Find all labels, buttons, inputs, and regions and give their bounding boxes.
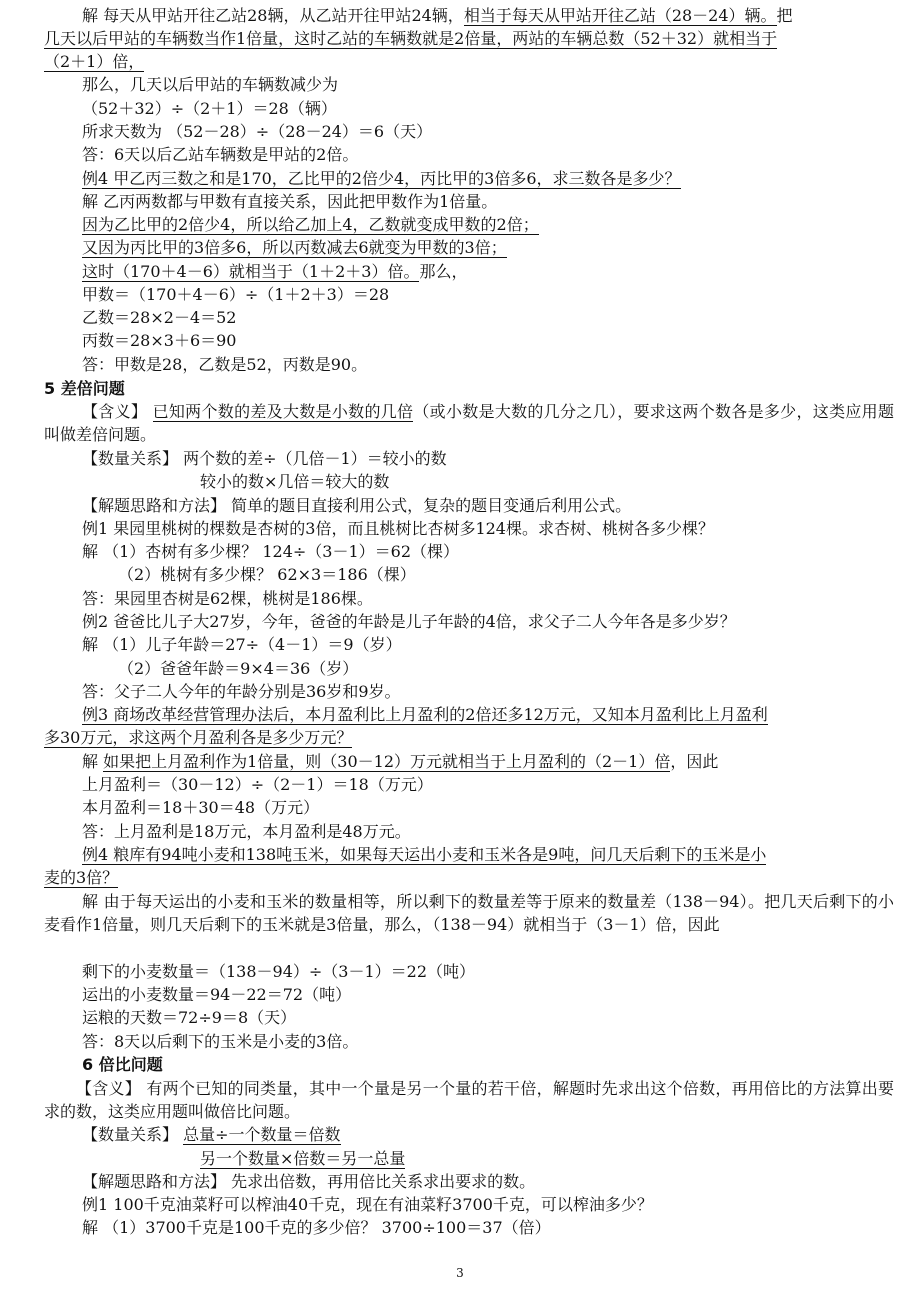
text-line: 几天以后甲站的车辆数当作1倍量，这时乙站的车辆数就是2倍量，两站的车辆总数（52＋32）就相当于 (44, 29, 778, 48)
formula-line: 丙数＝28×3＋6＝90 (82, 331, 237, 350)
example-title: 例3 商场改革经营管理办法后，本月盈利比上月盈利的2倍还多12万元，又知本月盈利比上月盈利 (82, 705, 768, 724)
text-line: 解 每天从甲站开往乙站28辆，从乙站开往甲站24辆，相当于每天从甲站开往乙站（28－24）辆。把 (82, 6, 793, 25)
paragraph: 解 由于每天运出的小麦和玉米的数量相等，所以剩下的数量差等于原来的数量差（138－94）。把几天后剩下的小麦看作1倍量，则几天后剩下的玉米就是3倍量，那么，（138－94）就相当于（3－1）倍，因此 (44, 892, 894, 934)
text-line: 解 （1）杏树有多少棵？ 124÷（3－1）＝62（棵） (82, 542, 460, 561)
text-line: 【数量关系】 总量÷一个数量＝倍数 (82, 1125, 341, 1144)
example-title: 多30万元，求这两个月盈利各是多少万元？ (44, 728, 353, 747)
section-heading: 5 差倍问题 (44, 379, 125, 398)
text-line: 另一个数量×倍数＝另一总量 (200, 1149, 406, 1168)
text-line: 解 （1）3700千克是100千克的多少倍？ 3700÷100＝37（倍） (82, 1218, 551, 1237)
paragraph: 【含义】 有两个已知的同类量，其中一个量是另一个量的若干倍，解题时先求出这个倍数，再用倍比的方法算出要求的数，这类应用题叫做倍比问题。 (44, 1079, 894, 1121)
paragraph: 【含义】 已知两个数的差及大数是小数的几倍（或小数是大数的几分之几），要求这两个数各是多少，这类应用题叫做差倍问题。 (44, 402, 894, 444)
text-line: 解 乙丙两数都与甲数有直接关系，因此把甲数作为1倍量。 (82, 192, 498, 211)
example-title: 例2 爸爸比儿子大27岁，今年，爸爸的年龄是儿子年龄的4倍，求父子二人今年各是多少岁？ (82, 612, 736, 631)
page-number: 3 (456, 1266, 464, 1280)
text-line: 【解题思路和方法】 简单的题目直接利用公式，复杂的题目变通后利用公式。 (82, 496, 632, 515)
text-line: （2＋1）倍， (44, 52, 145, 71)
formula-line: 乙数＝28×2－4＝52 (82, 308, 237, 327)
text-line: 【解题思路和方法】 先求出倍数，再用倍比关系求出要求的数。 (82, 1172, 536, 1191)
text-line: 解 （1）儿子年龄＝27÷（4－1）＝9（岁） (82, 635, 402, 654)
text-line: （2）桃树有多少棵？ 62×3＝186（棵） (118, 565, 416, 584)
text-line: 【数量关系】 两个数的差÷（几倍－1）＝较小的数 (82, 449, 447, 468)
formula-line: 甲数＝（170＋4－6）÷（1＋2＋3）＝28 (82, 285, 390, 304)
example-title: 例1 100千克油菜籽可以榨油40千克，现在有油菜籽3700千克，可以榨油多少？ (82, 1195, 653, 1214)
formula-line: 本月盈利＝18＋30＝48（万元） (82, 798, 320, 817)
answer-line: 答：果园里杏树是62棵，桃树是186棵。 (82, 589, 373, 608)
formula-line: （52＋32）÷（2＋1）＝28（辆） (82, 99, 337, 118)
text-line: 又因为丙比甲的3倍多6，所以丙数减去6就变为甲数的3倍； (82, 238, 507, 257)
example-title: 例4 粮库有94吨小麦和138吨玉米，如果每天运出小麦和玉米各是9吨，问几天后剩下的玉米是小 (82, 845, 767, 864)
text-line: （2）爸爸年龄＝9×4＝36（岁） (118, 659, 359, 678)
text-line: 因为乙比甲的2倍少4，所以给乙加上4，乙数就变成甲数的2倍； (82, 215, 539, 234)
text-line: 解 如果把上月盈利作为1倍量，则（30－12）万元就相当于上月盈利的（2－1）倍，因此 (82, 752, 719, 771)
formula-line: 所求天数为 （52－28）÷（28－24）＝6（天） (82, 122, 433, 141)
answer-line: 答：甲数是28，乙数是52，丙数是90。 (82, 355, 368, 374)
answer-line: 答：父子二人今年的年龄分别是36岁和9岁。 (82, 682, 401, 701)
text-line: 这时（170＋4－6）就相当于（1＋2＋3）倍。那么， (82, 262, 468, 281)
formula-line: 剩下的小麦数量＝（138－94）÷（3－1）＝22（吨） (82, 962, 476, 981)
example-title: 例1 果园里桃树的棵数是杏树的3倍，而且桃树比杏树多124棵。求杏树、桃树各多少棵？ (82, 519, 714, 538)
example-title: 麦的3倍？ (44, 868, 119, 887)
formula-line: 运粮的天数＝72÷9＝8（天） (82, 1008, 297, 1027)
text-line: 那么，几天以后甲站的车辆数减少为 (82, 75, 339, 94)
answer-line: 答：上月盈利是18万元，本月盈利是48万元。 (82, 822, 411, 841)
example-title: 例4 甲乙丙三数之和是170，乙比甲的2倍少4，丙比甲的3倍多6，求三数各是多少？ (82, 169, 681, 188)
answer-line: 答：6天以后乙站车辆数是甲站的2倍。 (82, 145, 359, 164)
formula-line: 运出的小麦数量＝94－22＝72（吨） (82, 985, 352, 1004)
formula-line: 上月盈利＝（30－12）÷（2－1）＝18（万元） (82, 775, 433, 794)
section-heading: 6 倍比问题 (82, 1055, 163, 1074)
text-line: 较小的数×几倍＝较大的数 (200, 472, 390, 491)
answer-line: 答：8天以后剩下的玉米是小麦的3倍。 (82, 1032, 359, 1051)
